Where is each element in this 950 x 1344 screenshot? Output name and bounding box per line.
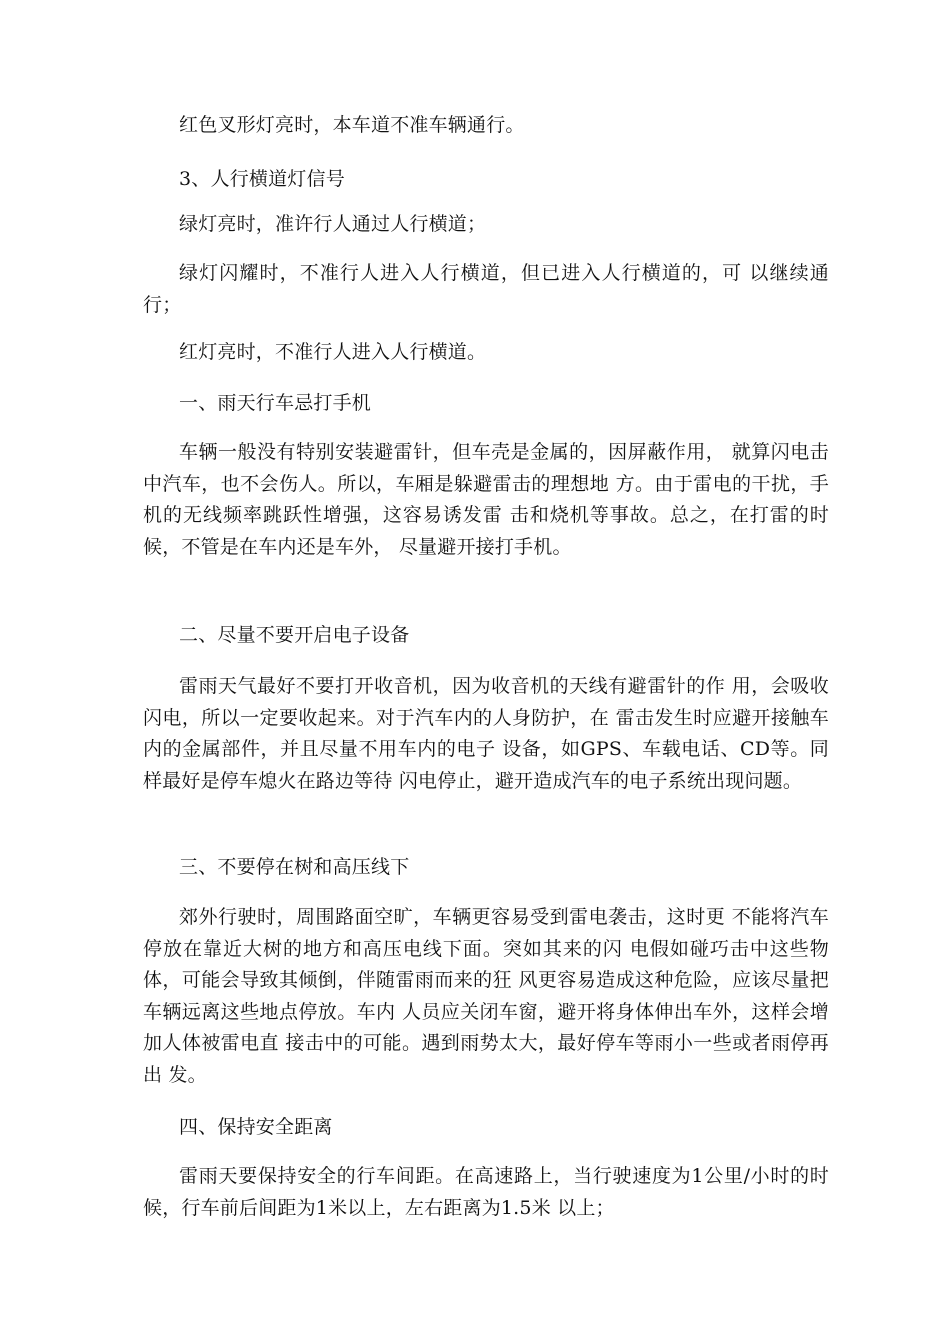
paragraph-phone-lightning: 车辆一般没有特别安装避雷针，但车壳是金属的，因屏蔽作用， 就算闪电击中汽车，也不会伤人。所以，车厢是躲避雷击的理想地 方。由于雷电的干扰，手机的无线频率跳跃性增强，这容易诱发雷 击和烧机等事故。总之，在打雷的时候，不管是在车内还是车外， 尽量避开接打手机。 xyxy=(143,441,829,558)
heading-electronic-devices: 二、尽量不要开启电子设备 xyxy=(179,624,410,646)
paragraph-radio-antenna: 雷雨天气最好不要打开收音机，因为收音机的天线有避雷针的作 用，会吸收闪电，所以一定要收起来。对于汽车内的人身防护，在 雷击发生时应避开接触车内的金属部件，并且尽量不用车内的电子 设备，如GPS、车载电话、CD等。同样最好是停车熄火在路边等待 闪电停止，避开造成汽车的电子系统出现问题。 xyxy=(143,675,829,792)
heading-safe-distance: 四、保持安全距离 xyxy=(179,1116,333,1138)
paragraph-safe-distance: 雷雨天要保持安全的行车间距。在高速路上，当行驶速度为1公里/小时的时候，行车前后间距为1米以上，左右距离为1.5米 以上； xyxy=(143,1165,829,1219)
paragraph-green-light: 绿灯亮时，准许行人通过人行横道； xyxy=(179,213,487,235)
paragraph-red-cross-light: 红色叉形灯亮时，本车道不准车辆通行。 xyxy=(179,114,525,136)
heading-pedestrian-crossing-signal: 3、人行横道灯信号 xyxy=(179,168,345,190)
paragraph-suburban-driving: 郊外行驶时，周围路面空旷，车辆更容易受到雷电袭击，这时更 不能将汽车停放在靠近大树的地方和高压电线下面。突如其来的闪 电假如碰巧击中这些物体，可能会导致其倾倒，伴随雷雨而来的狂 风更容易造成这种危险，应该尽量把车辆远离这些地点停放。车内 人员应关闭车窗，避开将身体伸出车外，这样会增加人体被雷电直 接击中的可能。遇到雨势太大，最好停车等雨小一些或者雨停再出 发。 xyxy=(143,906,829,1086)
heading-trees-power-lines: 三、不要停在树和高压线下 xyxy=(179,856,410,878)
paragraph-green-flashing: 绿灯闪耀时，不准行人进入人行横道，但已进入人行横道的，可 以继续通行； xyxy=(143,262,829,316)
heading-no-phone-rain: 一、雨天行车忌打手机 xyxy=(179,392,372,414)
paragraph-red-light: 红灯亮时，不准行人进入人行横道。 xyxy=(179,341,487,363)
